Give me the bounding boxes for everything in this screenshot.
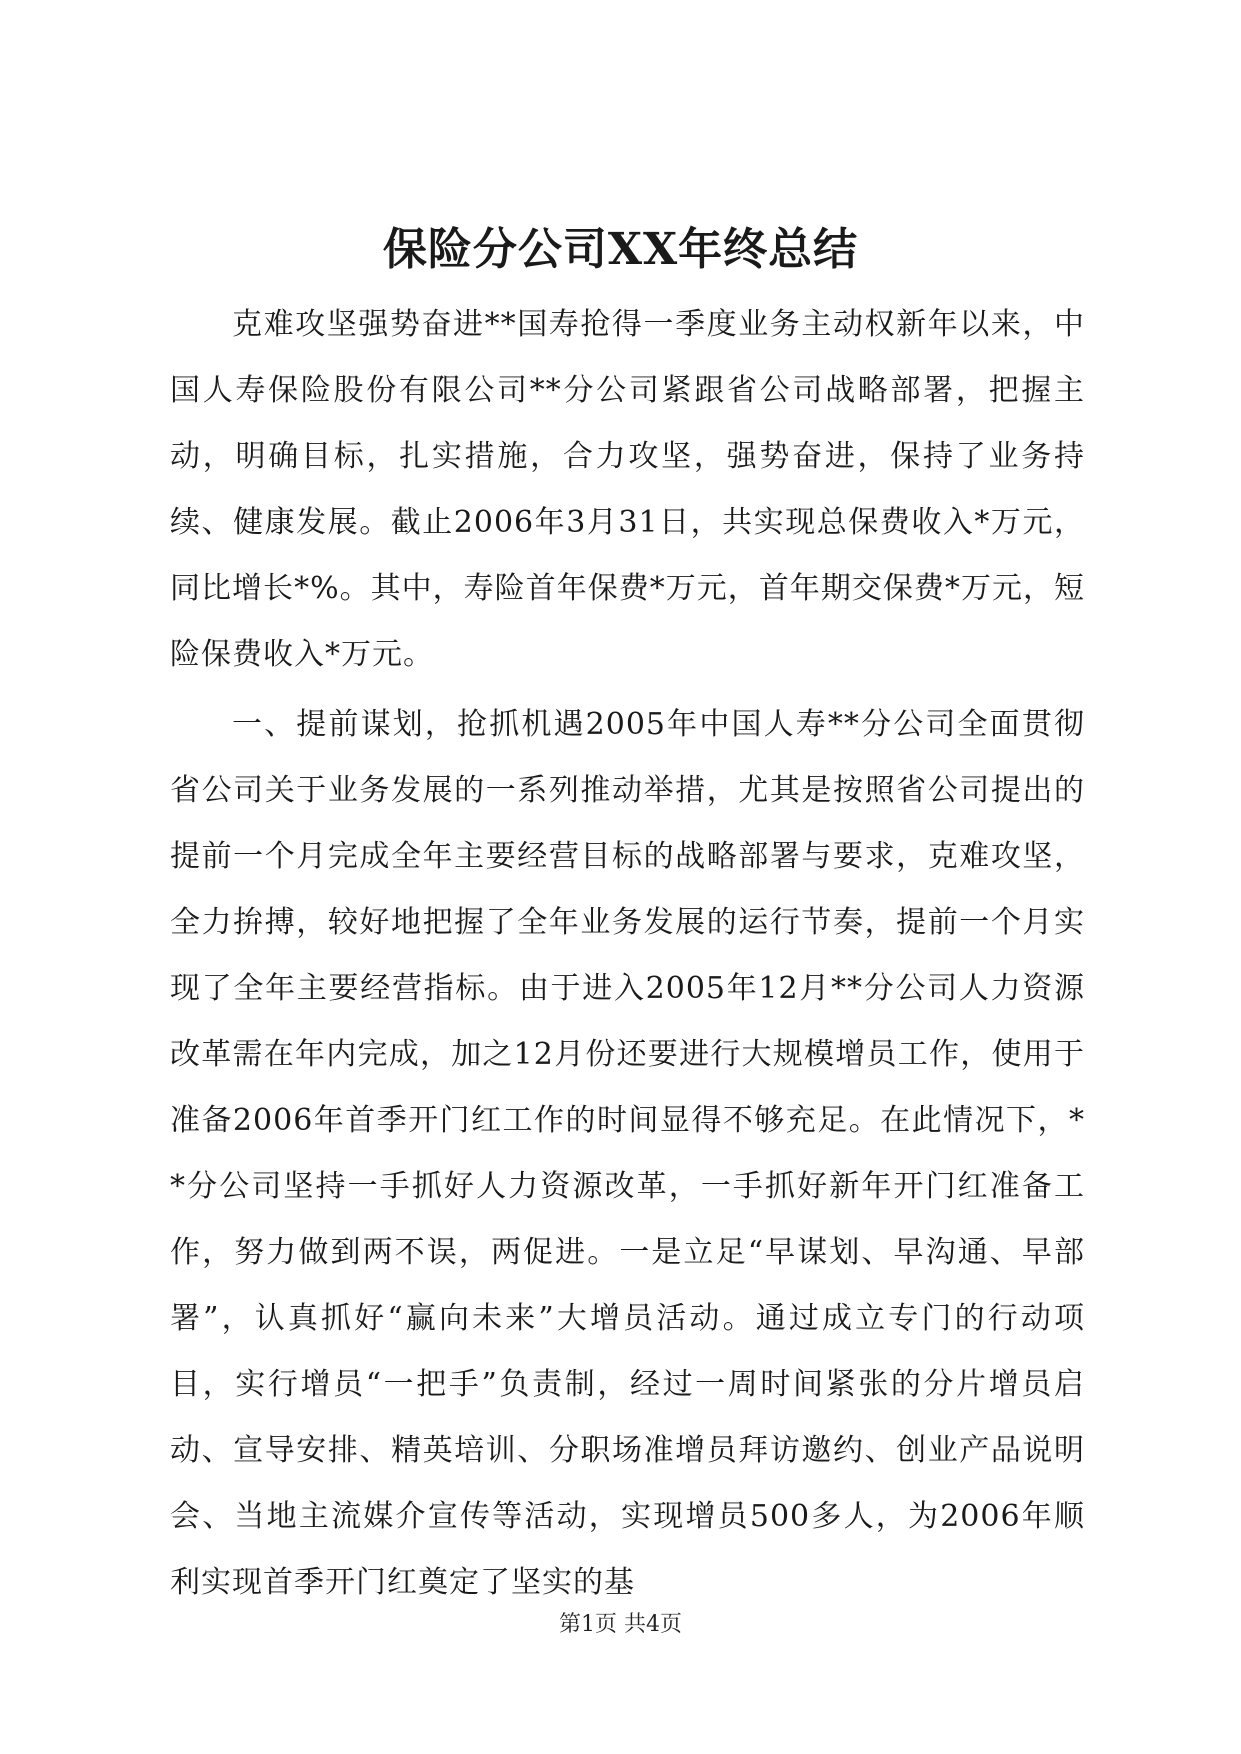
paragraph-intro: 克难攻坚强势奋进**国寿抢得一季度业务主动权新年以来，中国人寿保险股份有限公司**分公司紧跟省公司战略部署，把握主动，明确目标，扎实措施，合力攻坚，强势奋进，保持了业务持续、健康发展。截止2006年3月31日，共实现总保费收入*万元，同比增长*%。其中，寿险首年保费*万元，首年期交保费*万元，短险保费收入*万元。 — [170, 307, 1085, 672]
document-body — [170, 292, 1085, 1616]
paragraph-section-one: 一、提前谋划，抢抓机遇2005年中国人寿**分公司全面贯彻省公司关于业务发展的一系列推动举措，尤其是按照省公司提出的提前一个月完成全年主要经营目标的战略部署与要求，克难攻坚，全力拚搏，较好地把握了全年业务发展的运行节奏，提前一个月实现了全年主要经营指标。由于进入2005年12月**分公司人力资源改革需在年内完成，加之12月份还要进行大规模增员工作，使用于准备2006年首季开门红工作的时间显得不够充足。在此情况下，**分公司坚持一手抓好人力资源改革，一手抓好新年开门红准备工作，努力做到两不误，两促进。一是立足“早谋划、早沟通、早部署”，认真抓好“赢向未来”大增员活动。通过成立专门的行动项目，实行增员“一把手”负责制，经过一周时间紧张的分片增员启动、宣导安排、精英培训、分职场准增员拜访邀约、创业产品说明会、当地主流媒介宣传等活动，实现增员500多人，为2006年顺利实现首季开门红奠定了坚实的基 — [170, 707, 1085, 1600]
document-title: 保险分公司XX年终总结 — [382, 224, 859, 275]
page-number-footer: 第1页 共4页 — [559, 1612, 682, 1637]
